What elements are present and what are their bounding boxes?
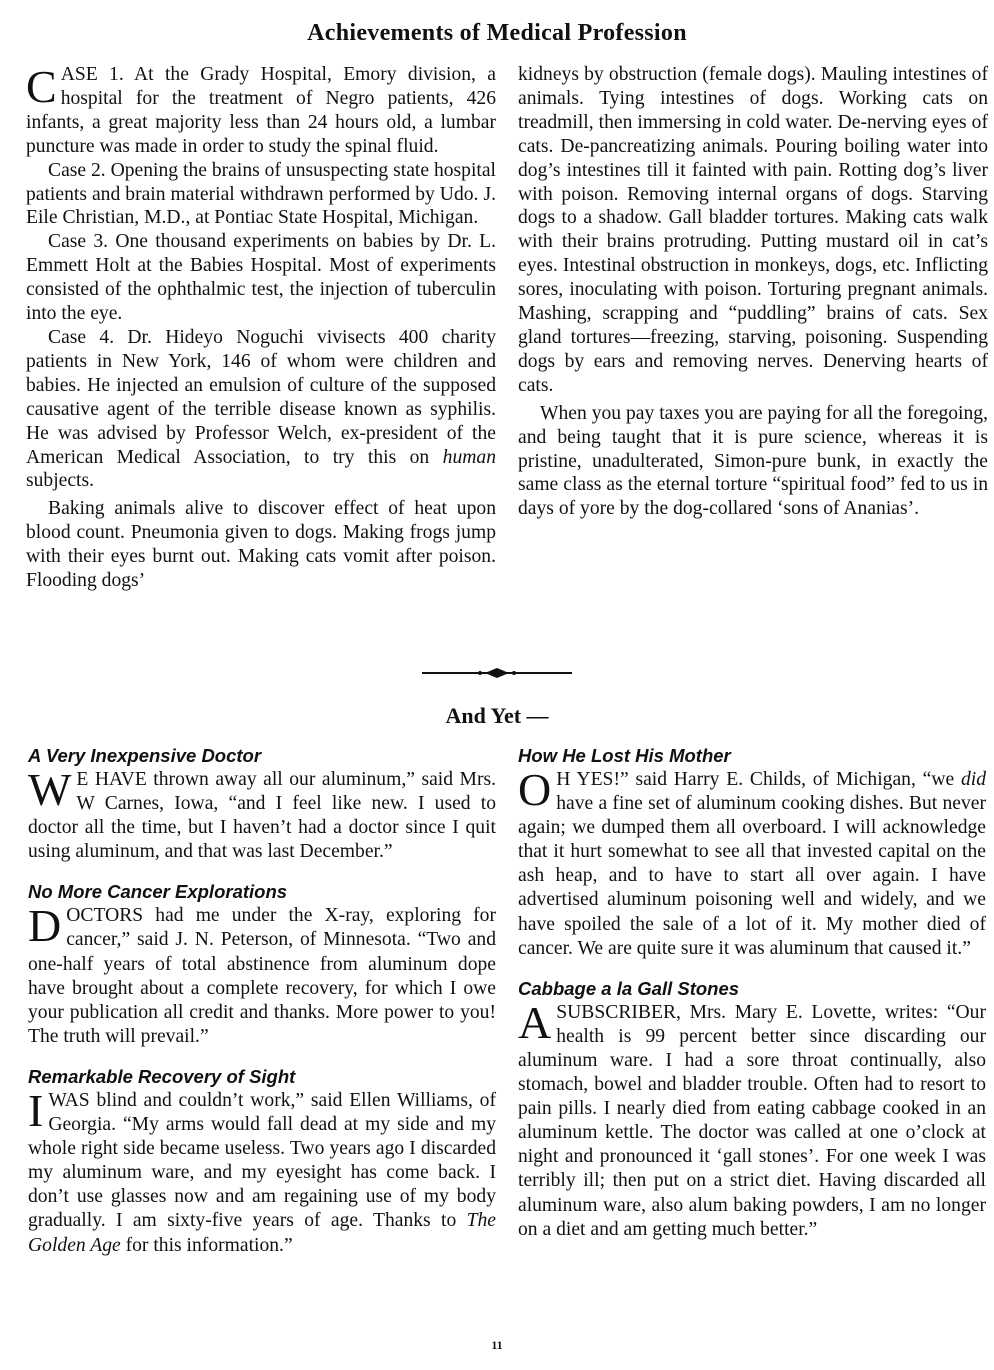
article-text — [28, 764, 496, 864]
page-number: 11 — [491, 1338, 503, 1352]
paragraph-text: H YES!” said Harry E. Childs, of Michigan, “we — [556, 769, 961, 790]
article-recovery-of-sight — [28, 1066, 496, 1258]
case-3-paragraph: Case 3. One thousand experiments on babies by Dr. L. Emmett Holt at the Babies Hospital. Most of experiments consisted of the ophthalmic test, the injection of tuberculin into the eye. — [26, 231, 496, 325]
paragraph-text: have a fine set of aluminum cooking dishes. But never again; we dumped them all overboard. I will acknowledge that it hurt somewhat to see all that invested capital on the ash heap, and to have to start all over again. I have advertised aluminum poisoning well and widely, and we have spoiled the sale of a lot of it. My mother died of cancer. We are quite sure it was aluminum that caused it.” — [518, 793, 986, 959]
article-heading: Cabbage a la Gall Stones — [518, 977, 740, 999]
bottom-left-column — [28, 745, 496, 1275]
section-title: And Yet — — [445, 703, 549, 728]
article-heading: A Very Inexpensive Doctor — [28, 745, 262, 766]
bottom-right-column — [518, 745, 986, 1259]
paragraph-text: OCTORS had me under the X-ray, exploring for cancer,” said J. N. Peterson, of Minnesota. “Two and one-half years of total abstinence from aluminum dope have brought about a complete recovery, for which I owe your publication all credit and thanks. More power to you! The truth will prevail.” — [28, 905, 496, 1047]
dropcap: I — [28, 1084, 44, 1136]
article-lost-his-mother — [518, 745, 986, 961]
animal-experiments-paragraph: Baking animals alive to discover effect of heat upon blood count. Pneumonia given to dogs. Making frogs jump with their eyes burnt out. Making cats vomit after poison. Flooding dogs’ — [26, 498, 496, 592]
ornamental-divider — [422, 666, 572, 680]
case-2-paragraph: Case 2. Opening the brains of unsuspecting state hospital patients and brain material withdrawn performed by Udo. J. Eile Christian, M.D., at Pontiac State Hospital, Michigan. — [26, 159, 496, 229]
paragraph-text: Case 4. Dr. Hideyo Noguchi vivisects 400 charity patients in New York, 146 of whom were children and babies. He injected an emulsion of culture of the supposed causative agent of the terrible disease known as syphilis. He was advised by Professor Welch, ex-president of the American Medical Association, to try this on — [26, 326, 496, 468]
article-heading: Remarkable Recovery of Sight — [28, 1065, 296, 1087]
paragraph-text: ASE 1. At the Grady Hospital, Emory division, a hospital for the treatment of Negro patients, 426 infants, a great majority less than 24 hours old, a lumbar puncture was made in order to study the spinal fluid. — [26, 64, 496, 157]
paragraph-text: E HAVE thrown away all our aluminum,” said Mrs. W Carnes, Iowa, “and I feel like new. I used to doctor all the time, but I haven’t had a doctor since I quit using aluminum, and that was last December.” — [28, 769, 496, 863]
case-4-paragraph — [26, 326, 496, 493]
article-gall-stones — [518, 978, 986, 1242]
italic-text: human — [442, 446, 496, 468]
paragraph-text: for this information.” — [120, 1234, 293, 1256]
article-cancer-explorations — [28, 881, 496, 1049]
article-heading: How He Lost His Mother — [518, 745, 731, 766]
article-text — [28, 900, 496, 1049]
italic-text: The Golden Age — [28, 1210, 496, 1256]
paragraph-text: subjects. — [26, 470, 95, 492]
article-text — [518, 764, 986, 961]
dropcap: O — [518, 764, 552, 815]
article-text — [518, 996, 986, 1242]
top-left-column — [26, 63, 496, 593]
dropcap: A — [518, 996, 552, 1048]
article-inexpensive-doctor — [28, 745, 496, 864]
dropcap: C — [26, 61, 57, 112]
dropcap: D — [28, 900, 62, 952]
paragraph-text: SUBSCRIBER, Mrs. Mary E. Lovette, writes: “Our health is 99 percent better since discarding our aluminum ware. I had a sore throat continually, also stomach, bowel and bladder trouble. Often had to resort to pain pills. I nearly died from eating cabbage cooked in an aluminum kettle. The doctor was called at one o’clock at night and pronounced it ‘gall stones’. For one week I was terribly ill; then put on a strict diet. Having discarded all aluminum ware, also alum baking powders, I am no longer on a diet and am getting much better.” — [518, 1001, 986, 1240]
italic-text: did — [960, 769, 986, 790]
top-right-column — [518, 63, 988, 521]
article-heading: No More Cancer Explorations — [28, 881, 288, 903]
case-1-paragraph — [26, 63, 496, 159]
animal-experiments-continued: kidneys by obstruction (female dogs). Mauling intestines of animals. Tying intestines of dogs. Working cats on treadmill, then immersing in cold water. De-nerving eyes of cats. De-pancreatizing animals. Pouring boiling water into dog’s intestines till it fainted with pain. Rotting dog’s liver with poison. Removing internal organs of dogs. Starving dogs to a shadow. Gall bladder tortures. Making cats walk with their brains protruding. Putting mustard oil in cat’s eyes. Intestinal obstruction in monkeys, dogs, etc. Inflicting sores, inoculating with poison. Torturing pregnant animals. Mashing, scrapping and “puddling” brains of cats. Sex gland tortures—freezing, starving, poisoning. Suspending dogs by ears and removing nerves. Denerving hearts of cats. — [518, 64, 988, 396]
dropcap: W — [28, 764, 72, 815]
article-text — [28, 1084, 496, 1258]
page-title: Achievements of Medical Profession — [307, 20, 687, 46]
paragraph-text: WAS blind and couldn’t work,” said Ellen Williams, of Georgia. “My arms would fall dead at my side and my whole right side became useless. Two years ago I discarded my aluminum ware, and my eyesight has come back. I don’t use glasses now and am regaining use of my body gradually. I am sixty-five years of age. Thanks to — [28, 1089, 496, 1232]
taxes-paragraph: When you pay taxes you are paying for all the foregoing, and being taught that it is pure science, whereas it is pristine, unadulterated, Simon-pure bunk, in exactly the same class as the eternal torture “spiritual food” fed to us in days of yore by the dog-collared ‘sons of Ananias’. — [518, 402, 988, 520]
